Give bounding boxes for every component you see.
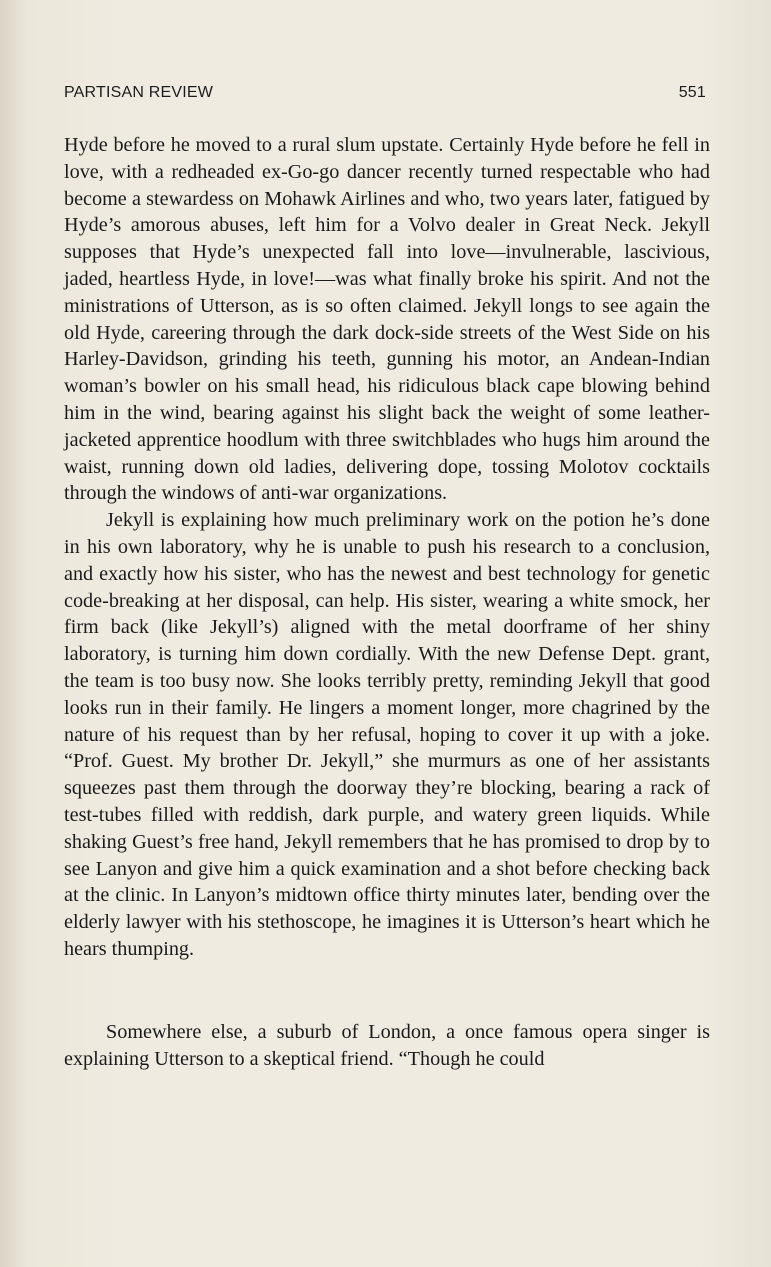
body-text bbox=[64, 132, 710, 1072]
paragraph-3: Somewhere else, a suburb of London, a once famous opera singer is explaining Utterson to a skeptical friend. “Though he could bbox=[64, 1020, 710, 1070]
paragraph-1: Hyde before he moved to a rural slum upstate. Certainly Hyde before he fell in love, with a redheaded ex-Go-go dancer recently turned respectable who had become a stewardess on Mohawk Airlines and who, two years later, fatigued by Hyde’s amorous abuses, left him for a Volvo dealer in Great Neck. Jekyll supposes that Hyde’s unexpected fall into love—invulnerable, lascivious, jaded, heartless Hyde, in love!—was what finally broke his spirit. And not the ministrations of Utterson, as is so often claimed. Jekyll longs to see again the old Hyde, careering through the dark dock-side streets of the West Side on his Harley-Davidson, grinding his teeth, gunning his motor, an Andean-Indian woman’s bowler on his small head, his ridiculous black cape blowing behind him in the wind, bearing against his slight back the weight of some leather-jacketed apprentice hoodlum with three switchblades who hugs him around the waist, running down old ladies, delivering dope, tossing Molotov cocktails through the windows of anti-war organizations. bbox=[64, 134, 710, 505]
paragraph-2: Jekyll is explaining how much preliminary work on the potion he’s done in his own laboratory, why he is unable to push his research to a conclusion, and exactly how his sister, who has the newest and best technology for genetic code-breaking at her disposal, can help. His sister, wearing a white smock, her firm back (like Jekyll’s) aligned with the metal doorframe of her shiny laboratory, is turning him down cordially. With the new Defense Dept. grant, the team is too busy now. She looks terribly pretty, reminding Jekyll that good looks run in their family. He lingers a moment longer, more chagrined by the nature of his request than by her refusal, hoping to cover it up with a joke. “Prof. Guest. My brother Dr. Jekyll,” she murmurs as one of her assistants squeezes past them through the doorway they’re blocking, bearing a rack of test-tubes filled with reddish, dark purple, and watery green liquids. While shaking Guest’s free hand, Jekyll remembers that he has promised to drop by to see Lanyon and give him a quick examination and a shot before checking back at the clinic. In Lanyon’s midtown office thirty minutes later, bending over the elderly lawyer with his stethoscope, he imagines it is Utterson’s heart which he hears thumping. bbox=[64, 509, 710, 960]
journal-title: PARTISAN REVIEW bbox=[64, 84, 214, 101]
section-break bbox=[64, 963, 710, 1019]
running-head bbox=[64, 84, 706, 106]
page-number: 551 bbox=[678, 84, 706, 101]
